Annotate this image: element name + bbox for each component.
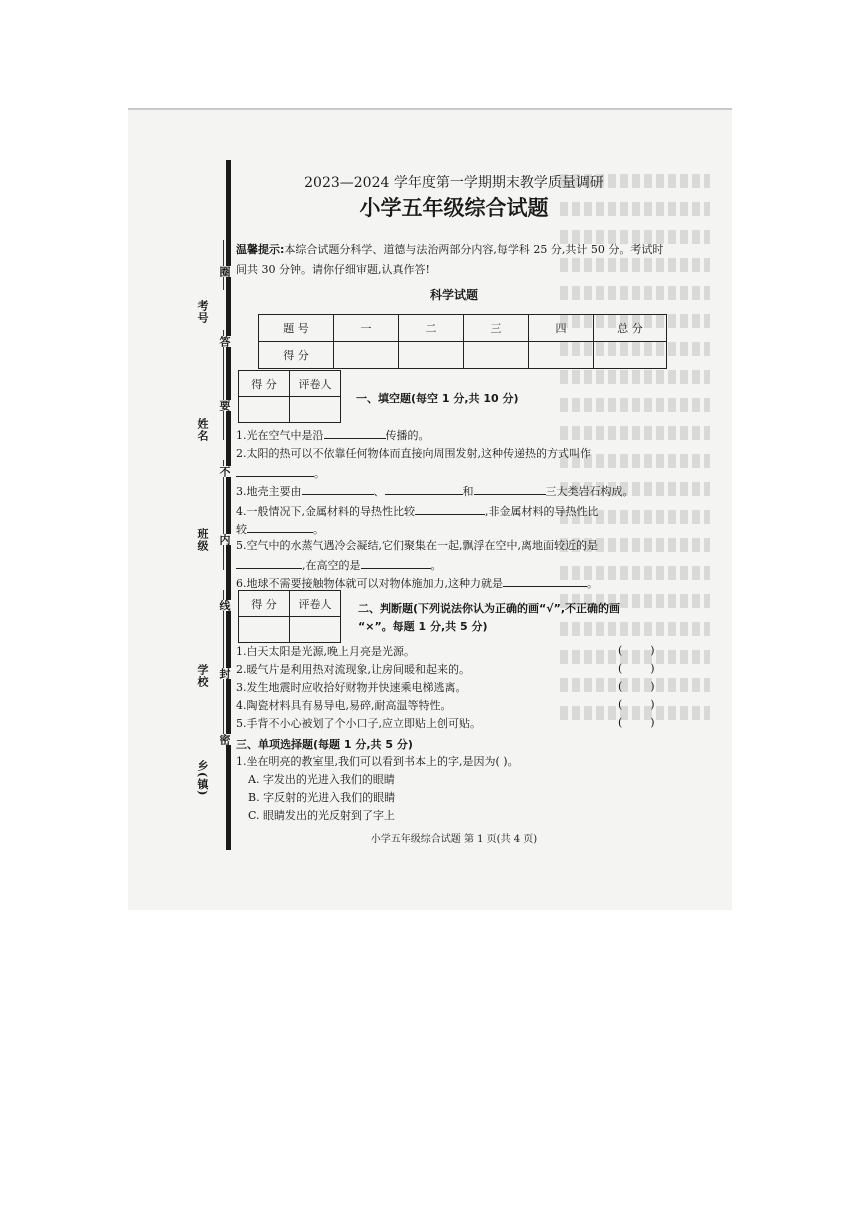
school-label: 学校	[196, 664, 209, 688]
judge-item-4: 4.陶瓷材料具有易导电,易碎,耐高温等特性。	[236, 699, 452, 712]
fill-q2-blank[interactable]	[236, 464, 314, 477]
score-table-header-cell: 四	[529, 315, 594, 342]
exam-title: 小学五年级综合试题	[359, 196, 549, 220]
fill-q3-blank-1[interactable]	[302, 482, 374, 495]
seal-word-5: 内	[218, 534, 231, 545]
page-footer: 小学五年级综合试题 第 1 页(共 4 页)	[370, 834, 538, 845]
score-cell[interactable]	[399, 342, 464, 369]
class-label: 班级	[196, 528, 209, 552]
score-table-header-cell: 二	[399, 315, 464, 342]
exam-title-line1: 2023—2024 学年度第一学期期末教学质量调研	[304, 175, 604, 191]
judge-answer-5[interactable]: ()	[618, 716, 683, 729]
fill-q4-blank-1[interactable]	[415, 502, 485, 515]
score-row-label: 得 分	[259, 342, 334, 369]
fill-q5-blank-1[interactable]	[236, 556, 302, 569]
score-table-header-cell: 题 号	[259, 315, 334, 342]
score-cell[interactable]	[334, 342, 399, 369]
section2-heading-line2: “×”。每题 1 分,共 5 分)	[358, 620, 488, 633]
score-table-header-cell: 总 分	[594, 315, 667, 342]
fill-q6-text: 6.地球不需要接触物体就可以对物体施加力,这种力就是	[236, 577, 503, 590]
fill-q5-blank-2[interactable]	[361, 556, 431, 569]
fill-q2-cont	[236, 464, 325, 482]
choice-option-a[interactable]: A. 字发出的光进入我们的眼睛	[248, 773, 395, 786]
notice-label: 温馨提示:	[236, 243, 285, 256]
fill-q3-text: 3.地壳主要由	[236, 485, 302, 498]
seal-word-8: 密	[218, 734, 231, 745]
grader-label: 评卷人	[290, 591, 341, 617]
notice-text: 本综合试题分科学、道德与法治两部分内容,每学科 25 分,共计 50 分。考试时间共 30 分钟。请你仔细审题,认真作答!	[236, 243, 664, 276]
section1-heading: 一、填空题(每空 1 分,共 10 分)	[356, 392, 519, 405]
score-table-header-cell: 一	[334, 315, 399, 342]
score-table-header-cell: 三	[464, 315, 529, 342]
fill-q3-text-end: 三大类岩石构成。	[545, 485, 634, 498]
fill-q6-text-end: 。	[587, 577, 598, 590]
seal-word-1: 圈	[218, 266, 231, 277]
seal-word-6: 线	[218, 600, 231, 611]
grader-score-cell[interactable]	[239, 397, 290, 423]
fill-q1-text: 1.光在空气中是沿	[236, 429, 324, 442]
fill-q2-text-end: 。	[314, 467, 325, 480]
fill-q3-and: 和	[462, 485, 474, 498]
exam-no-line	[223, 240, 224, 290]
grader-score-cell[interactable]	[239, 617, 290, 643]
seal-word-3: 要	[218, 400, 231, 411]
seal-word-2: 答	[218, 336, 231, 347]
fill-q4-text-mid: ,非金属材料的导热性比	[485, 505, 599, 518]
choice-option-c[interactable]: C. 眼睛发出的光反射到了字上	[248, 809, 396, 822]
fill-q3-blank-2[interactable]	[385, 482, 463, 495]
grader-box-1	[238, 370, 341, 423]
fill-q5: 5.空气中的水蒸气遇冷会凝结,它们聚集在一起,飘浮在空中,离地面较近的是	[236, 539, 598, 552]
fill-q5-cont	[236, 556, 442, 574]
choice-option-b[interactable]: B. 字反射的光进入我们的眼睛	[248, 791, 396, 804]
judge-answer-2[interactable]: ()	[618, 662, 683, 675]
judge-answer-3[interactable]: ()	[618, 680, 683, 693]
science-heading: 科学试题	[429, 288, 478, 302]
fill-q4-text-end: 。	[313, 523, 324, 536]
fill-q6-blank[interactable]	[503, 574, 587, 587]
fill-q4-cont	[236, 520, 324, 538]
grader-name-cell[interactable]	[290, 397, 341, 423]
grader-name-cell[interactable]	[290, 617, 341, 643]
grader-label: 评卷人	[290, 371, 341, 397]
fill-q4	[236, 502, 599, 520]
fill-q3-blank-3[interactable]	[474, 482, 546, 495]
exam-no-label: 考号	[196, 300, 209, 324]
section2-heading-line1: 二、判断题(下列说法你认为正确的画“√”,不正确的画	[358, 602, 621, 615]
fill-q2: 2.太阳的热可以不依靠任何物体而直接向周围发射,这种传递热的方式叫作	[236, 447, 591, 460]
fill-q5-text-end: 。	[430, 559, 442, 572]
judge-item-2: 2.暖气片是利用热对流现象,让房间暖和起来的。	[236, 663, 470, 676]
fill-q5-text-mid: ,在高空的是	[302, 559, 361, 572]
fill-q4-text: 4.一般情况下,金属材料的导热性比较	[236, 505, 415, 518]
fill-q3-sep: 、	[373, 485, 385, 498]
name-label: 姓名	[196, 418, 209, 442]
fill-q4-text-2: 较	[236, 523, 247, 536]
score-table	[258, 314, 667, 369]
judge-item-5: 5.手背不小心被划了个小口子,应立即贴上创可贴。	[236, 717, 481, 730]
grader-box-2	[238, 590, 341, 643]
choice-q1: 1.坐在明亮的教室里,我们可以看到书本上的字,是因为( )。	[236, 755, 519, 768]
fill-q1-blank[interactable]	[324, 426, 386, 439]
school-line	[223, 590, 224, 740]
judge-answer-1[interactable]: ()	[618, 644, 683, 657]
score-cell[interactable]	[464, 342, 529, 369]
judge-answer-4[interactable]: ()	[618, 698, 683, 711]
binding-bar	[226, 160, 231, 850]
grader-score-label: 得 分	[239, 371, 290, 397]
notice	[236, 240, 672, 280]
section3-heading: 三、单项选择题(每题 1 分,共 5 分)	[236, 738, 413, 751]
fill-q1	[236, 426, 430, 444]
score-cell[interactable]	[529, 342, 594, 369]
fill-q4-blank-2[interactable]	[247, 520, 313, 533]
score-cell[interactable]	[594, 342, 667, 369]
judge-item-3: 3.发生地震时应收拾好财物并快速乘电梯逃离。	[236, 681, 467, 694]
fill-q1-text-end: 传播的。	[385, 429, 430, 442]
fill-q3	[236, 482, 634, 500]
judge-item-1: 1.白天太阳是光源,晚上月亮是光源。	[236, 645, 415, 658]
township-label: 乡(镇)	[196, 760, 209, 797]
seal-word-4: 不	[218, 466, 231, 477]
seal-word-7: 封	[218, 668, 231, 679]
grader-score-label: 得 分	[239, 591, 290, 617]
